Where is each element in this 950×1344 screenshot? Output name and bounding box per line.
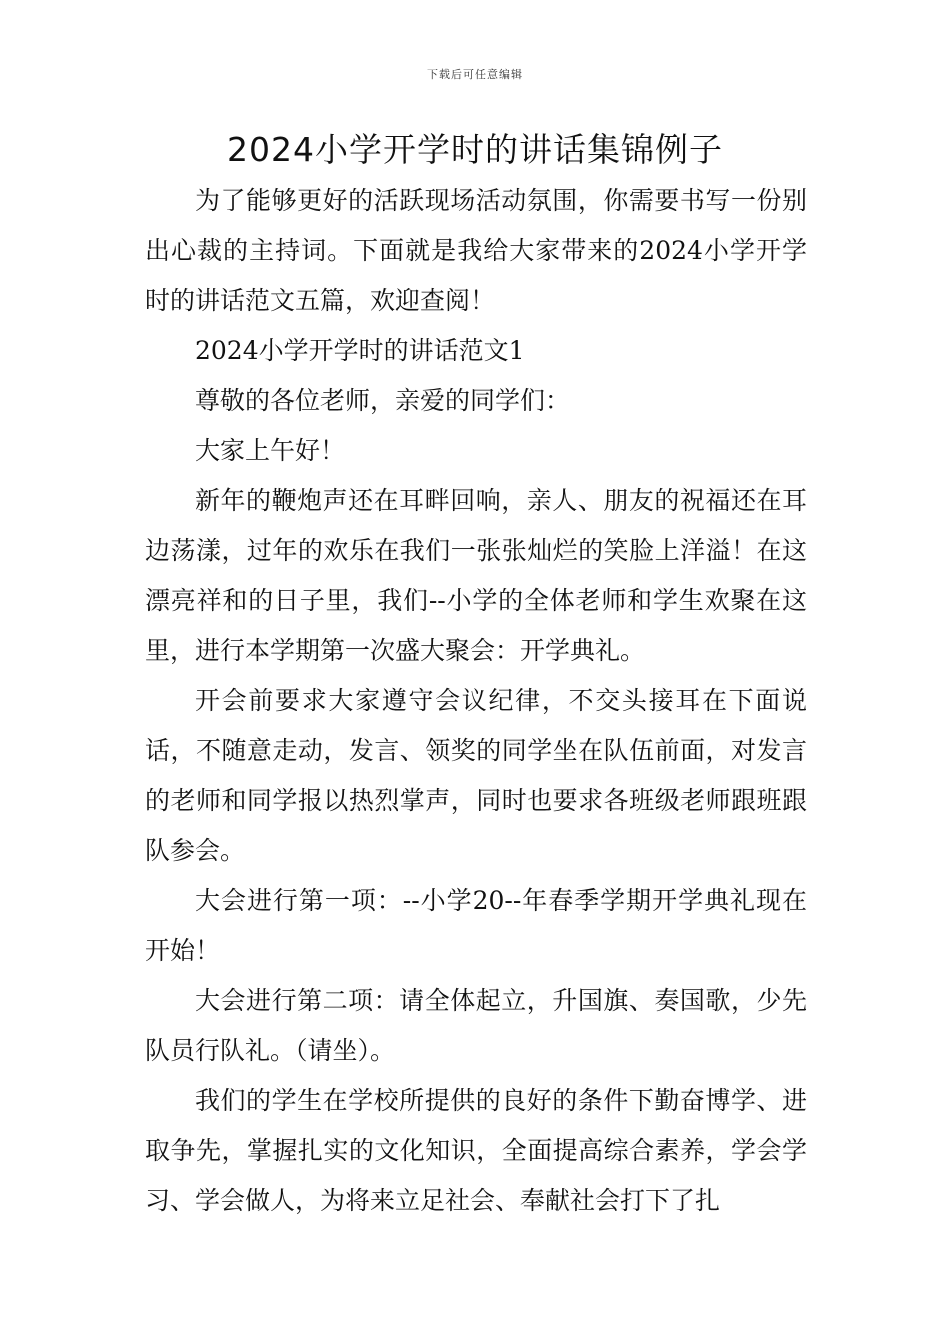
- paragraph-body: 大会进行第二项：请全体起立，升国旗、奏国歌，少先队员行队礼。（请坐）。: [145, 986, 807, 1065]
- paragraph-body: 我们的学生在学校所提供的良好的条件下勤奋博学、进取争先，掌握扎实的文化知识，全面提高综合素养，学会学习、学会做人，为将来立足社会、奉献社会打下了扎: [145, 1086, 807, 1215]
- paragraph-body: 开会前要求大家遵守会议纪律，不交头接耳在下面说话，不随意走动，发言、领奖的同学坐在队伍前面，对发言的老师和同学报以热烈掌声，同时也要求各班级老师跟班跟队参会。: [145, 686, 807, 865]
- paragraph-body: 大会进行第一项：--小学20--年春季学期开学典礼现在开始！: [145, 886, 807, 965]
- paragraph-salutation: 尊敬的各位老师，亲爱的同学们：: [195, 386, 571, 415]
- paragraph-body: 新年的鞭炮声还在耳畔回响，亲人、朋友的祝福还在耳边荡漾，过年的欢乐在我们一张张灿烂的笑脸上洋溢！在这漂亮祥和的日子里，我们--小学的全体老师和学生欢聚在这里，进行本学期第一次盛大聚会：开学典礼。: [145, 486, 807, 665]
- page-header-note: 下载后可任意编辑: [427, 68, 523, 81]
- paragraph-intro: 为了能够更好的活跃现场活动氛围，你需要书写一份别出心裁的主持词。下面就是我给大家带来的2024小学开学时的讲话范文五篇，欢迎查阅！: [145, 186, 807, 315]
- paragraph-greeting: 大家上午好！: [195, 436, 346, 465]
- document-title: 2024小学开学时的讲话集锦例子: [227, 130, 723, 169]
- paragraph-section-heading: 2024小学开学时的讲话范文1: [195, 336, 525, 365]
- document-body: [145, 176, 807, 1226]
